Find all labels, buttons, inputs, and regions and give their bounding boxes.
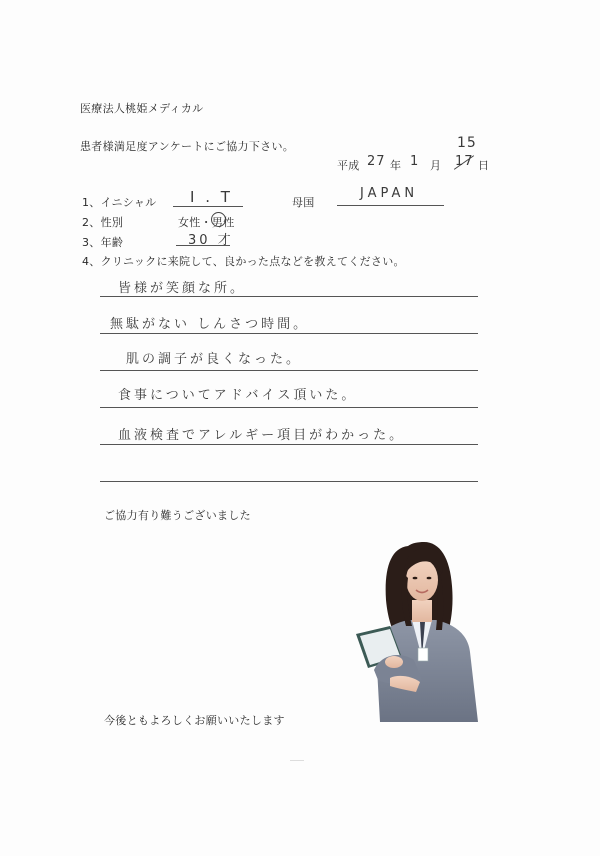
answer-line-2: 無駄がない しんさつ時間。 (110, 317, 310, 332)
gender-label: 2、性別 (82, 216, 124, 229)
date-day-corrected: 15 (457, 135, 477, 151)
initial-value: I . T (190, 188, 233, 206)
date-year-unit: 年 (390, 159, 402, 172)
date-month-unit: 月 (430, 159, 442, 172)
answer-rule-4 (100, 407, 478, 408)
country-underline (337, 205, 444, 206)
staff-photo (350, 530, 490, 722)
date-era: 平成 (337, 159, 360, 172)
survey-title: 患者様満足度アンケートにご協力下さい。 (80, 140, 295, 153)
scan-mark (290, 760, 304, 761)
thanks-text: ご協力有り難うございました (104, 509, 251, 522)
closing-text: 今後ともよろしくお願いいたします (104, 714, 285, 727)
answer-rule-6 (100, 481, 478, 482)
country-label: 母国 (292, 196, 315, 209)
country-value: JAPAN (360, 186, 419, 201)
initial-label: 1、イニシャル (82, 196, 157, 209)
answer-line-1: 皆様が笑顔な所。 (118, 281, 247, 296)
answer-line-5: 血液検査でアレルギー項目がわかった。 (118, 428, 406, 443)
age-label: 3、年齢 (82, 236, 124, 249)
clinic-name: 医療法人桃姫メディカル (80, 102, 204, 115)
gender-selection-circle (211, 212, 226, 227)
date-year: 27 (367, 154, 386, 169)
age-value: 30 才 (188, 233, 234, 248)
question-4: 4、クリニックに来院して、良かった点などを教えてください。 (82, 255, 405, 268)
date-day-struck: 17 (455, 154, 474, 169)
answer-rule-1 (100, 296, 478, 297)
answer-rule-5 (100, 444, 478, 445)
date-day-unit: 日 (478, 159, 490, 172)
age-underline (176, 245, 230, 246)
answer-line-4: 食事についてアドバイス頂いた。 (118, 388, 358, 403)
answer-line-3: 肌の調子が良くなった。 (126, 352, 303, 367)
answer-rule-2 (100, 333, 478, 334)
date-month: 1 (410, 154, 422, 169)
initial-underline (173, 206, 243, 207)
gender-options: 女性・男性 (178, 216, 235, 229)
answer-rule-3 (100, 370, 478, 371)
